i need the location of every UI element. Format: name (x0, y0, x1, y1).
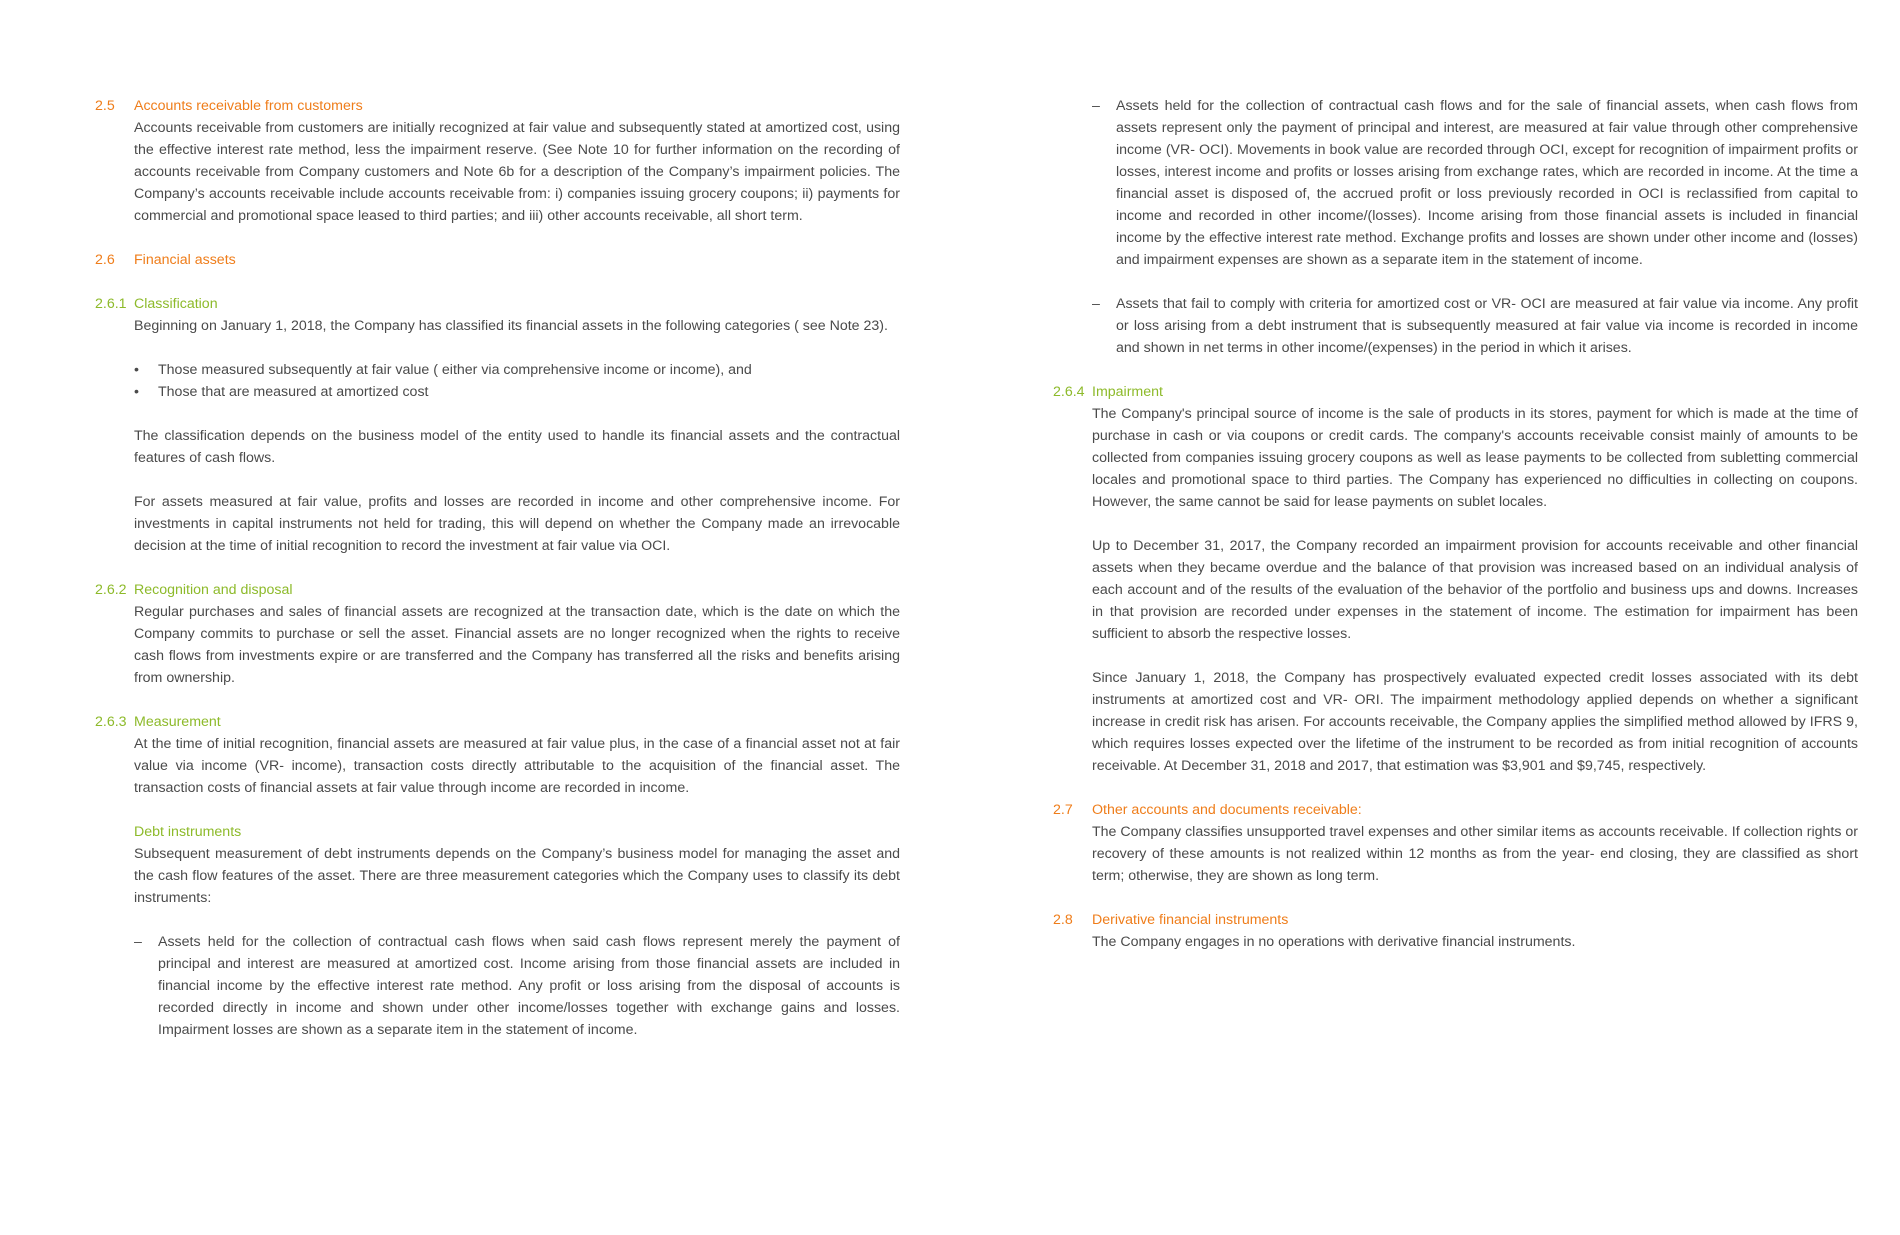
bullet-icon: • (134, 384, 139, 400)
section-2-6-3 (95, 711, 900, 1041)
paragraph: Regular purchases and sales of financial assets are recognized at the transaction date, which is the date on which the Company commits to purchase or sell the asset. Financial assets are no longer recognized when the rights to receive cash flows from investments expire or are transferred and the Company has transferred all the risks and benefits arising from ownership. (134, 604, 900, 686)
section-title: Derivative financial instruments (1092, 912, 1289, 928)
list-item-text: Assets held for the collection of contractual cash flows and for the sale of financial assets, when cash flows from assets represent only the payment of principal and interest, are measured at fair value through other comprehensive income (VR- OCI). Movements in book value are recorded through OCI, except for recognition of impairment profits or losses, interest income and profits or losses arising from exchange rates, which are recorded in income. At the time a financial asset is disposed of, the accrued profit or loss previously recorded in OCI is reclassified from capital to income and recorded in other income/(losses). Income arising from those financial assets is included in financial income by the effective interest rate method. Exchange profits and losses are shown under other income and (losses) and impairment expenses are shown as a separate item in the statement of income. (1116, 98, 1858, 268)
dash-icon: – (1092, 98, 1100, 114)
dash-list (1092, 95, 1858, 359)
section-number: 2.5 (95, 98, 115, 114)
list-item-text: Those that are measured at amortized cost (158, 384, 429, 400)
bullet-list (134, 359, 900, 403)
section-number: 2.6.2 (95, 582, 127, 598)
list-item (1092, 293, 1858, 359)
paragraph: Subsequent measurement of debt instruments depends on the Company’s business model for managing the asset and the cash flow features of the asset. There are three measurement categories which the Company uses to classify its debt instruments: (134, 846, 900, 906)
section-title: Classification (134, 296, 218, 312)
section-2-6-4 (1053, 381, 1858, 777)
list-item-text: Those measured subsequently at fair value ( either via comprehensive income or income), and (158, 362, 752, 378)
section-title: Measurement (134, 714, 221, 730)
section-title: Recognition and disposal (134, 582, 293, 598)
dash-icon: – (134, 934, 142, 950)
paragraph: The Company classifies unsupported travel expenses and other similar items as accounts receivable. If collection rights or recovery of these amounts is not realized within 12 months as from the year- end closing, they are classified as short term; otherwise, they are shown as long term. (1092, 824, 1858, 884)
paragraph: The classification depends on the business model of the entity used to handle its financial assets and the contractual features of cash flows. (134, 428, 900, 466)
list-item (134, 931, 900, 1041)
section-title: Impairment (1092, 384, 1163, 400)
section-number: 2.7 (1053, 802, 1073, 818)
section-number: 2.6.4 (1053, 384, 1085, 400)
section-number: 2.6.1 (95, 296, 127, 312)
section-2-6-1 (95, 293, 900, 557)
debt-instrument-categories-continued (1053, 95, 1858, 359)
section-2-6 (95, 249, 900, 271)
paragraph: The Company engages in no operations with derivative financial instruments. (1092, 934, 1576, 950)
subheading-debt-instruments: Debt instruments (134, 824, 242, 840)
section-number: 2.6 (95, 252, 115, 268)
paragraph: At the time of initial recognition, financial assets are measured at fair value plus, in the case of a financial asset not at fair value via income (VR- income), transaction costs directly attributable to the acquisition of the financial asset. The transaction costs of financial assets at fair value through income are recorded in income. (134, 736, 900, 796)
paragraph: Up to December 31, 2017, the Company recorded an impairment provision for accounts receivable and other financial assets when they became overdue and the balance of that provision was increased based on an individual analysis of each account and of the results of the evaluation of the behavior of the portfolio and business ups and downs. Increases in that provision are recorded under expenses in the statement of income. The estimation for impairment has been sufficient to absorb the respective losses. (1092, 538, 1858, 642)
paragraph: For assets measured at fair value, profits and losses are recorded in income and other comprehensive income. For investments in capital instruments not held for trading, this will depend on whether the Company made an irrevocable decision at the time of initial recognition to record the investment at fair value via OCI. (134, 494, 900, 554)
dash-list (134, 931, 900, 1041)
section-2-8 (1053, 909, 1858, 953)
section-title: Financial assets (134, 252, 236, 268)
section-2-7 (1053, 799, 1858, 887)
list-item (1092, 95, 1858, 271)
paragraph: Accounts receivable from customers are initially recognized at fair value and subsequently stated at amortized cost, using the effective interest rate method, less the impairment reserve. (See Note 10 for further information on the recording of accounts receivable from Company customers and Note 6b for a description of the Company’s impairment policies. The Company’s accounts receivable include accounts receivable from: i) companies issuing grocery coupons; ii) payments for commercial and promotional space leased to third parties; and iii) other accounts receivable, all short term. (134, 120, 900, 224)
paragraph: Beginning on January 1, 2018, the Company has classified its financial assets in the following categories ( see Note 23). (134, 318, 888, 334)
section-2-6-2 (95, 579, 900, 689)
left-column (95, 95, 900, 1063)
list-item (134, 359, 900, 381)
section-number: 2.8 (1053, 912, 1073, 928)
list-item-text: Assets held for the collection of contractual cash flows when said cash flows represent merely the payment of principal and interest are measured at amortized cost. Income arising from those financial assets are included in financial income by the effective interest rate method. Any profit or loss arising from the disposal of accounts is recorded directly in income and shown under other income/losses together with exchange gains and losses. Impairment losses are shown as a separate item in the statement of income. (158, 934, 900, 1038)
section-title: Accounts receivable from customers (134, 98, 363, 114)
paragraph: The Company's principal source of income is the sale of products in its stores, payment for which is made at the time of purchase in cash or via coupons or credit cards. The company's accounts receivable consist mainly of amounts to be collected from companies issuing grocery coupons as well as lease payments to be collected from subletting commercial locales and promotional space to third parties. The Company has experienced no difficulties in collecting on coupons. However, the same cannot be said for lease payments on sublet locales. (1092, 406, 1858, 510)
section-2-5 (95, 95, 900, 227)
section-number: 2.6.3 (95, 714, 127, 730)
dash-icon: – (1092, 296, 1100, 312)
section-title: Other accounts and documents receivable: (1092, 802, 1362, 818)
list-item (134, 381, 900, 403)
list-item-text: Assets that fail to comply with criteria for amortized cost or VR- OCI are measured at fair value via income. Any profit or loss arising from a debt instrument that is subsequently measured at fair value via income is recorded in income and shown in net terms in other income/(expenses) in the period in which it arises. (1116, 296, 1858, 356)
right-column (1053, 95, 1858, 975)
paragraph: Since January 1, 2018, the Company has prospectively evaluated expected credit losses associated with its debt instruments at amortized cost and VR- ORI. The impairment methodology applied depends on whether a significant increase in credit risk has arisen. For accounts receivable, the Company applies the simplified method allowed by IFRS 9, which requires losses expected over the lifetime of the instrument to be recorded as from initial recognition of accounts receivable. At December 31, 2018 and 2017, that estimation was $3,901 and $9,745, respectively. (1092, 670, 1858, 774)
bullet-icon: • (134, 362, 139, 378)
